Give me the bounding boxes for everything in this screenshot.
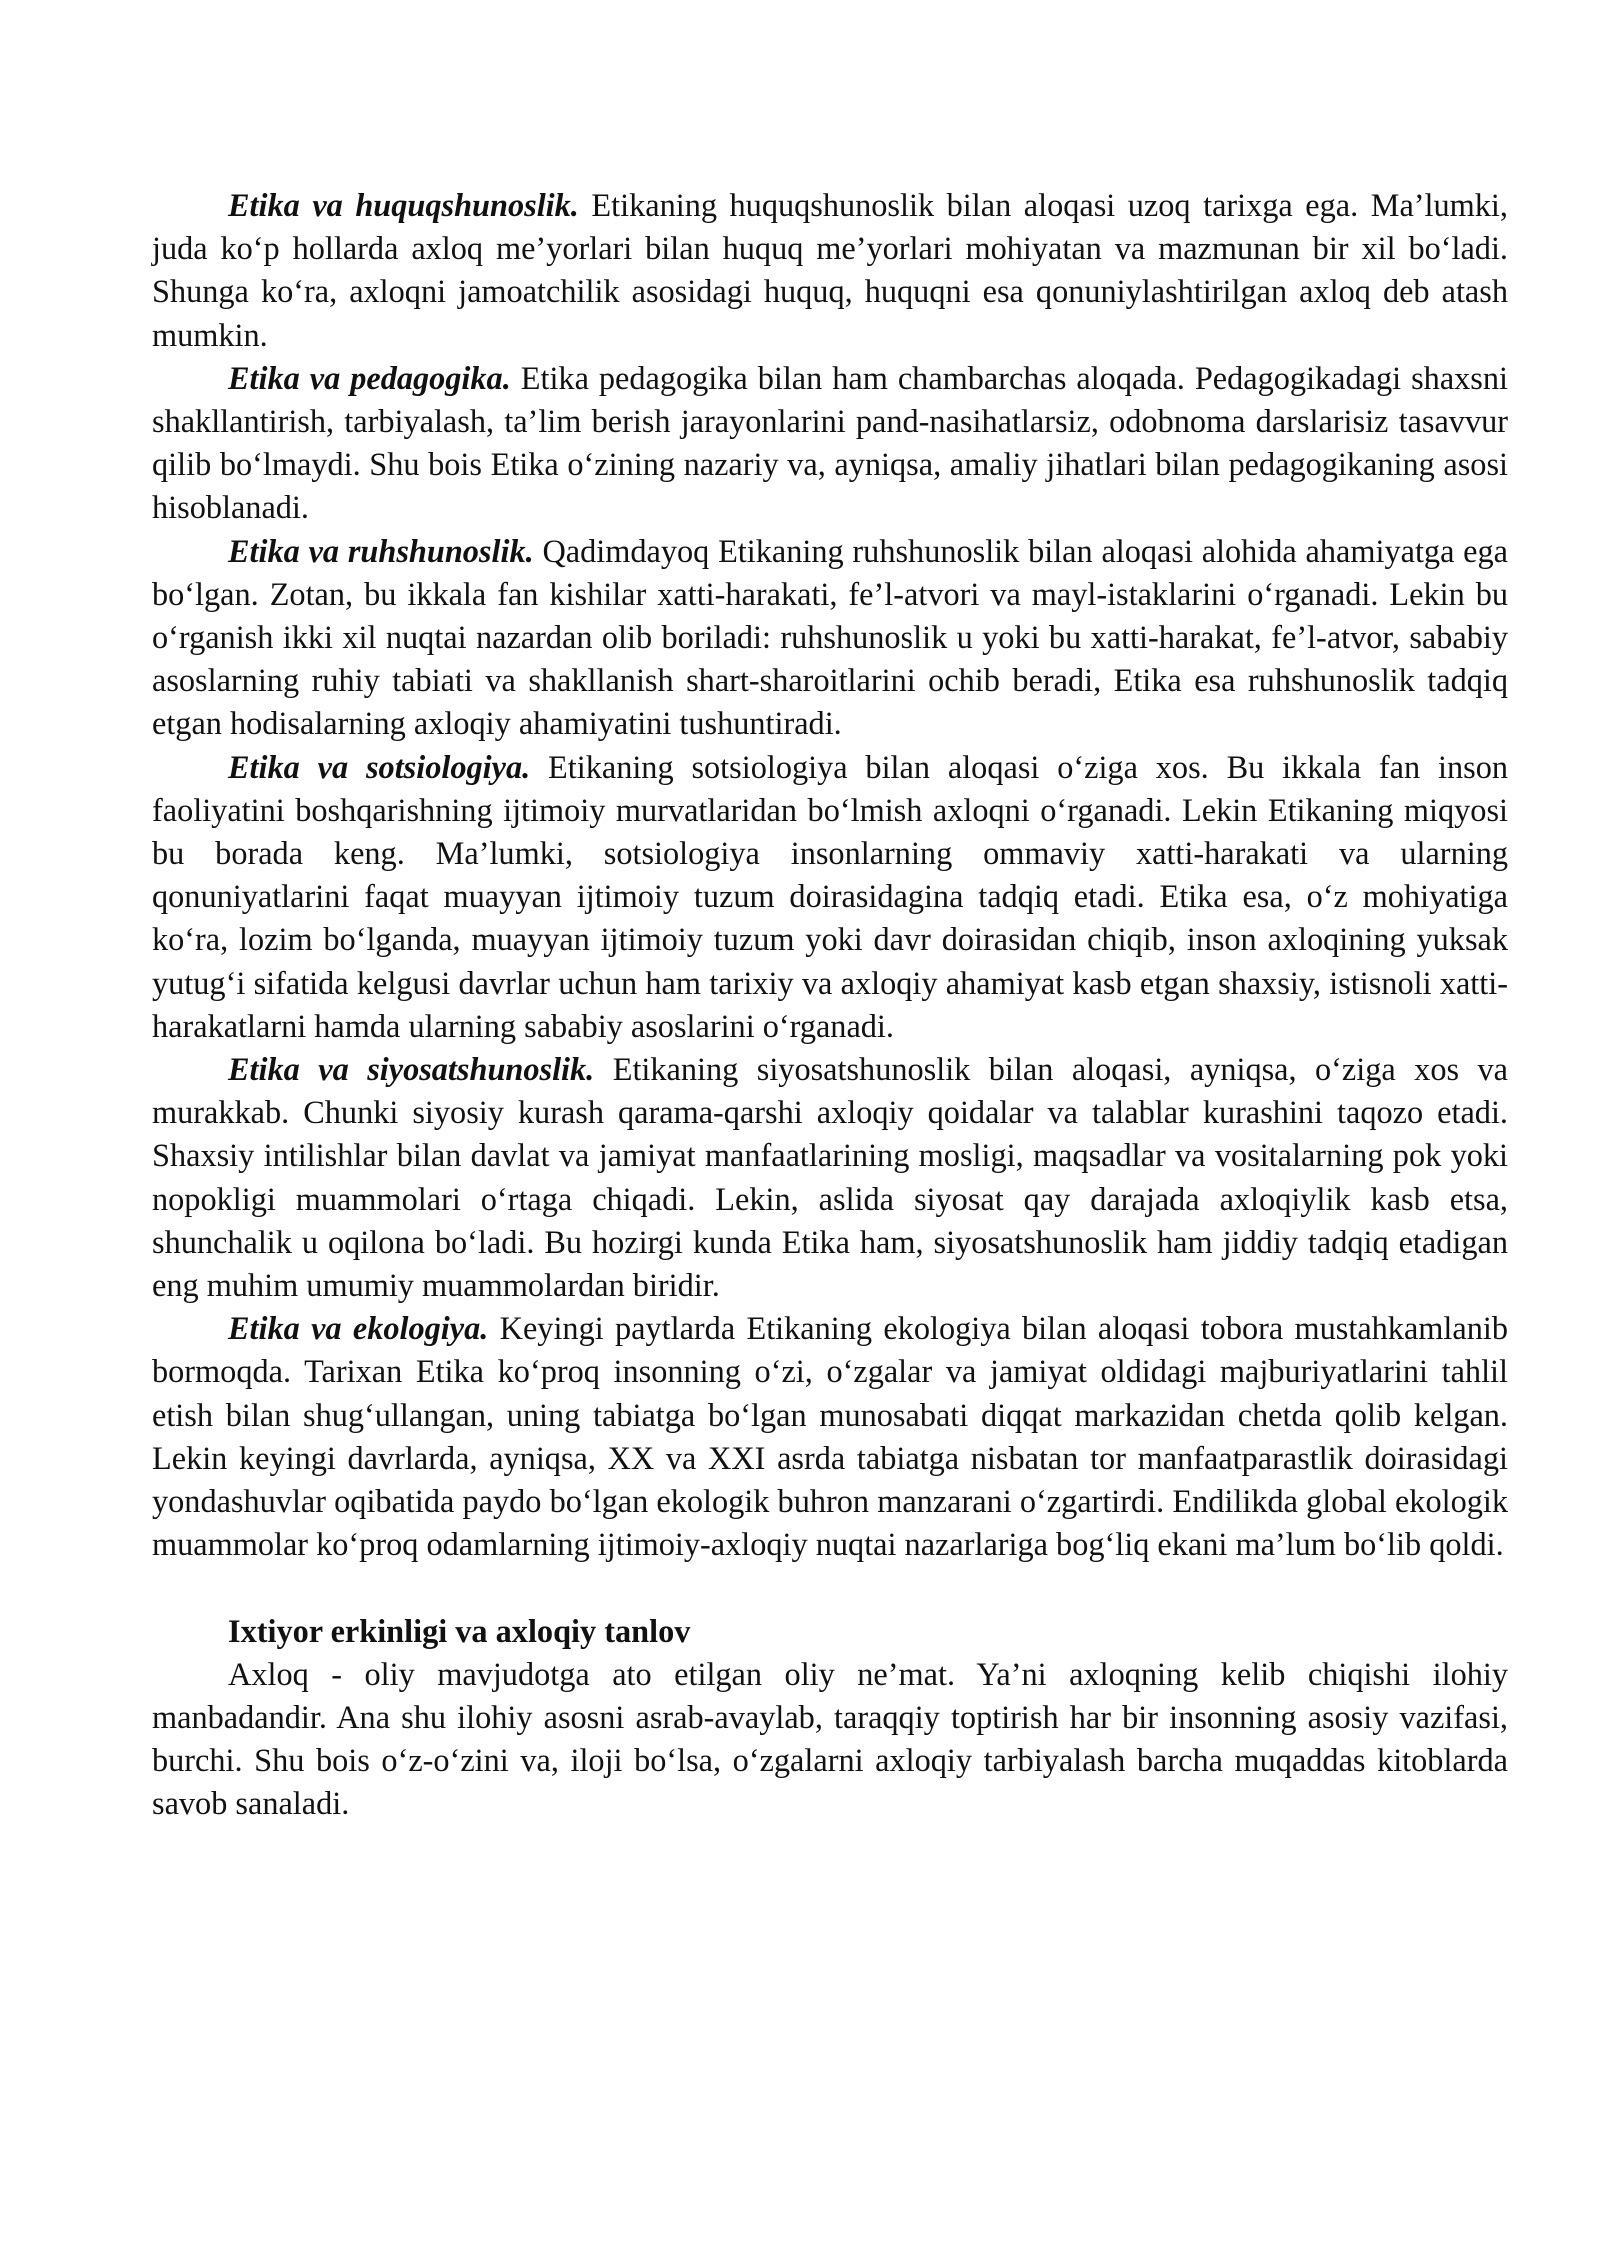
paragraph-lead: Etika va huquqshunoslik. (228, 187, 579, 223)
paragraph-huquqshunoslik (152, 184, 1508, 357)
paragraph-pedagogika (152, 357, 1508, 530)
paragraph-lead: Etika va siyosatshunoslik. (228, 1051, 595, 1088)
paragraph-text: Qadimdayoq Etikaning ruhshunoslik bilan aloqasi alohida ahamiyatga ega bo‘lgan. Zotan, bu ikkala fan kishilar xatti-harakati, fe’l-atvori va mayl-istaklarini o‘rganadi. Lekin bu o‘rganish ikki xil nuqtai nazardan olib boriladi: ruhshunoslik u yoki bu xatti-harakat, fe’l-atvor, sababiy asoslarning ruhiy tabiati va shakllanish shart-sharoitlarini ochib beradi, Etika esa ruhshunoslik tadqiq etgan hodisalarning axloqiy ahamiyatini tushuntiradi. (152, 532, 1509, 742)
paragraph-text: Keyingi paytlarda Etikaning ekologiya bilan aloqasi tobora mustahkamlanib bormoqda. Tarixan Etika ko‘proq insonning o‘zi, o‘zgalar va jamiyat oldidagi majburiyatlarini tahlil etish bilan shug‘ullangan, uning tabiatga bo‘lgan munosabati diqqat markazidan chetda qolib kelgan. Lekin keyingi davrlarda, ayniqsa, XX va XXI asrda tabiatga nisbatan tor manfaatparastlik doirasidagi yondashuvlar oqibatida paydo bo‘lgan ekologik buhron manzarani o‘zgartirdi. Endilikda global ekologik muammolar ko‘proq odamlarning ijtimoiy-axloqiy nuqtai nazarlariga bog‘liq ekani ma’lum bo‘lib qoldi. (152, 1310, 1508, 1563)
paragraph-text: Etika pedagogika bilan ham chambarchas aloqada. Pedagogikadagi shaxsni shakllantirish, tarbiyalash, ta’lim berish jarayonlarini pand-nasihatlarsiz, odobnoma darslarisiz tasavvur qilib bo‘lmaydi. Shu bois Etika o‘zining nazariy va, ayniqsa, amaliy jihatlari bilan pedagogikaning asosi hisoblanadi. (152, 359, 1508, 526)
paragraph-text: Etikaning siyosatshunoslik bilan aloqasi, ayniqsa, o‘ziga xos va murakkab. Chunki siyosiy kurash qarama-qarshi axloqiy qoidalar va talablar kurashini taqozo etadi. Shaxsiy intilishlar bilan davlat va jamiyat manfaatlarining mosligi, maqsadlar va vositalarning pok yoki nopokligi muammolari o‘rtaga chiqadi. Lekin, aslida siyosat qay darajada axloqiylik kasb etsa, shunchalik u oqilona bo‘ladi. Bu hozirgi kunda Etika ham, siyosatshunoslik ham jiddiy tadqiq etadigan eng muhim umumiy muammolardan biridir. (152, 1051, 1508, 1304)
paragraph-ruhshunoslik (152, 530, 1508, 746)
paragraph-text: Etikaning huquqshunoslik bilan aloqasi uzoq tarixga ega. Ma’lumki, juda ko‘p hollarda axloq me’yorlari bilan huquq me’yorlari mohiyatan va mazmunan bir xil bo‘ladi. Shunga ko‘ra, axloqni jamoatchilik asosidagi huquq, huquqni esa qonuniylashtirilgan axloq deb atash mumkin. (152, 187, 1508, 353)
paragraph-lead: Etika va pedagogika. (228, 359, 511, 396)
paragraph-text: Etikaning sotsiologiya bilan aloqasi o‘ziga xos. Bu ikkala fan inson faoliyatini boshqarishning ijtimoiy murvatlaridan bo‘lmish axloqni o‘rganadi. Lekin Etikaning miqyosi bu borada keng. Ma’lumki, sotsiologiya insonlarning ommaviy xatti-harakati va ularning qonuniyatlarini faqat muayyan ijtimoiy tuzum doirasidagina tadqiq etadi. Etika esa, o‘z mohiyatiga ko‘ra, lozim bo‘lganda, muayyan ijtimoiy tuzum yoki davr doirasidan chiqib, inson axloqining yuksak yutug‘i sifatida kelgusi davrlar uchun ham tarixiy va axloqiy ahamiyat kasb etgan shaxsiy, istisnoli xatti-harakatlarni hamda ularning sababiy asoslarini o‘rganadi. (152, 748, 1508, 1044)
section-heading: Ixtiyor erkinligi va axloqiy tanlov (228, 1612, 691, 1649)
paragraph-lead: Etika va ruhshunoslik. (228, 532, 534, 569)
paragraph-sotsiologiya (152, 746, 1508, 1048)
paragraph-lead: Etika va ekologiya. (228, 1310, 489, 1347)
paragraph-ekologiya (152, 1307, 1508, 1566)
paragraph-lead: Etika va sotsiologiya. (228, 748, 531, 785)
section-paragraph: Axloq - oliy mavjudotga ato etilgan oliy ne’mat. Ya’ni axloqning kelib chiqishi ilohiy manbadandir. Ana shu ilohiy asosni asrab-avaylab, taraqqiy toptirish har bir insonning asosiy vazifasi, burchi. Shu bois o‘z-o‘zini va, iloji bo‘lsa, o‘zgalarni axloqiy tarbiyalash barcha muqaddas kitoblarda savob sanaladi. (152, 1655, 1508, 1822)
paragraph-siyosatshunoslik (152, 1048, 1508, 1307)
document-page (152, 184, 1508, 1826)
